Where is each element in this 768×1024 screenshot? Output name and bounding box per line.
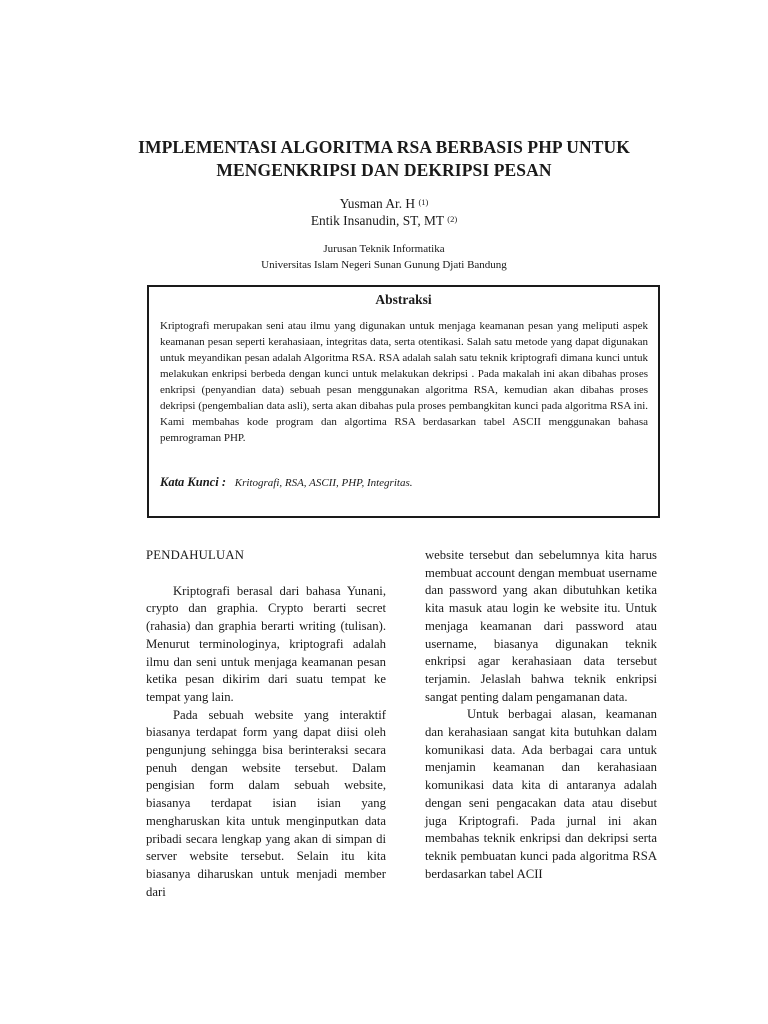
left-paragraph-1: Kriptografi berasal dari bahasa Yunani, crypto dan graphia. Crypto berarti secret (rahasia) dan graphia berarti writing (tulisan). Menurut terminologinya, kriptografi adalah ilmu dan seni untuk menjaga keamanan pesan ketika pesan dikirim dari suatu tempat ke tempat yang lain. [146, 583, 386, 704]
abstract-text: Kriptografi merupakan seni atau ilmu yang digunakan untuk menjaga keamanan pesan yang meliputi aspek keamanan pesan seperti kerahasiaan, integritas data, serta otentikasi. Salah satu metode yang dapat digunakan untuk meyandikan pesan adalah Algoritma RSA. RSA adalah salah satu teknik kriptografi dimana kunci untuk melakukan enkripsi berbeda dengan kunci untuk melakukan dekripsi . Pada makalah ini akan dibahas proses enkripsi (penyandian data) sebuah pesan menggunakan algoritma RSA, kemudian akan dibahas proses dekripsi (pengembalian data asli), serta akan dibahas pula proses pembangkitan kunci pada algoritma RSA ini. Kami membahas kode program dan algortima RSA berdasarkan tabel ASCII menggunakan bahasa pemrograman PHP. [160, 320, 648, 444]
right-paragraph-2: Untuk berbagai alasan, keamanan dan kerahasiaan sangat kita butuhkan dalam komunikasi data. Ada berbagai cara untuk menjamin keamanan dan kerahasiaan komunikasi data kita di antaranya adalah dengan seni pengacakan data atau disebut juga Kriptografi. Pada jurnal ini akan membahas teknik enkripsi dan dekripsi serta teknik pembuatan kunci pada algoritma RSA berdasarkan tabel ACII [425, 707, 657, 881]
affiliation [200, 241, 568, 273]
author-1 [200, 195, 568, 212]
right-column [425, 547, 657, 883]
affiliation-line-2: Universitas Islam Negeri Sunan Gunung Djati Bandung [261, 259, 507, 271]
author-list [200, 195, 568, 229]
left-column [146, 547, 386, 901]
author-1-name: Yusman Ar. H [339, 196, 416, 211]
keywords-label: Kata Kunci : [160, 475, 226, 489]
abstract-heading: Abstraksi [375, 292, 432, 307]
author-2 [200, 212, 568, 229]
right-paragraph-1: website tersebut dan sebelumnya kita harus membuat account dengan membuat username dan password yang akan dibutuhkan ketika kita masuk atau login ke website itu. Untuk menjaga keamanan dari password atau username, biasanya digunakan teknik enkripsi agar kerahasiaan data tersebut terjamin. Jelaslah bahwa teknik enkripsi sangat penting dalam pengamanan data. [425, 548, 657, 704]
paper-title [120, 136, 648, 182]
keywords-value: Kritografi, RSA, ASCII, PHP, Integritas. [234, 477, 413, 489]
author-2-name: Entik Insanudin, ST, MT [310, 213, 444, 228]
author-2-sup: (2) [447, 214, 458, 224]
left-paragraph-2: Pada sebuah website yang interaktif biasanya terdapat form yang dapat diisi oleh pengunjung sehingga bisa berinteraksi secara penuh dengan website tersebut. Dalam pengisian form dalam sebuah website, biasanya terdapat isian isian yang mengharuskan kita untuk menginputkan data pribadi secara lengkap yang akan di simpan di server website tersebut. Selain itu kita biasanya diharuskan untuk menjadi member dari [146, 707, 386, 899]
abstract-box [147, 285, 660, 518]
keywords [160, 475, 413, 490]
section-heading: PENDAHULUAN [146, 548, 245, 562]
title-line-1: IMPLEMENTASI ALGORITMA RSA BERBASIS PHP UNTUK [138, 137, 630, 157]
author-1-sup: (1) [418, 197, 429, 207]
affiliation-line-1: Jurusan Teknik Informatika [323, 243, 445, 255]
title-line-2: MENGENKRIPSI DAN DEKRIPSI PESAN [216, 160, 552, 180]
